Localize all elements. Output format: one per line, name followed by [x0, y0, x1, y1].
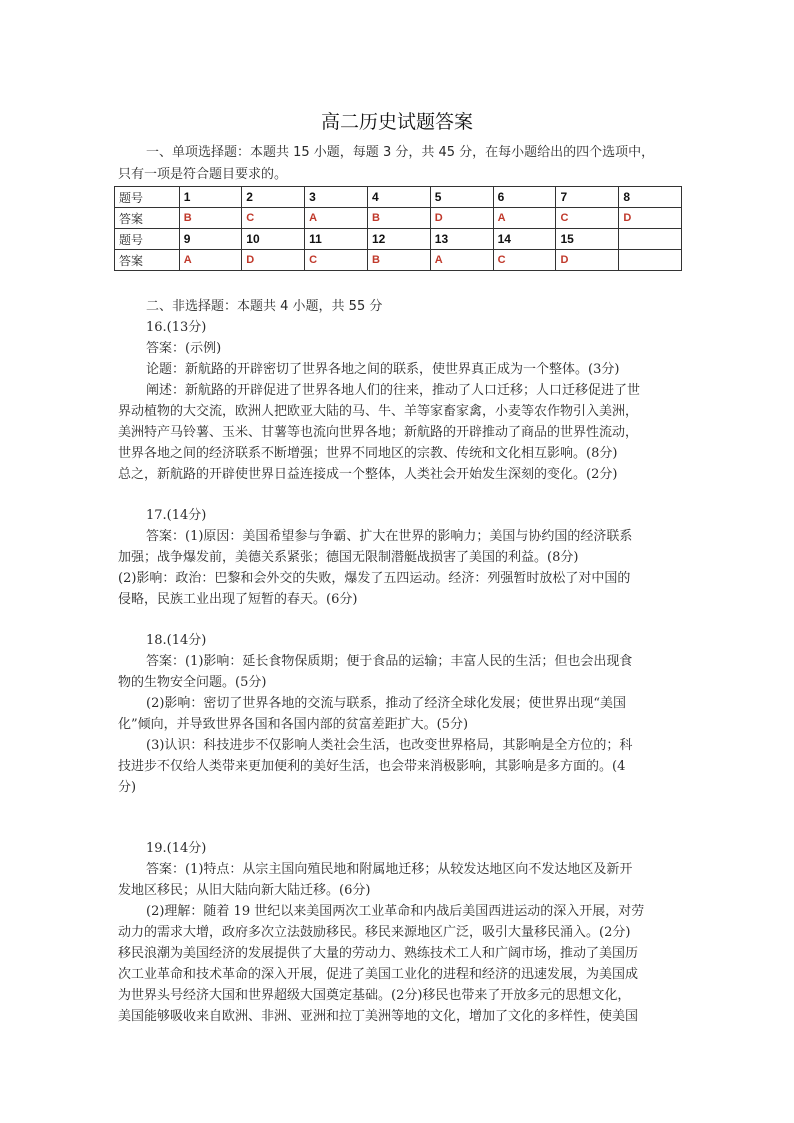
q19-line: 答案：(1)特点：从宗主国向殖民地和附属地迁移；从较发达地区向不发达地区及新开 [146, 862, 633, 877]
row-label-question: 题号 [115, 187, 180, 208]
q18-heading: 18.(14分) [146, 633, 207, 648]
answer-cell: B [367, 208, 430, 229]
answer-cell: A [430, 250, 493, 271]
q19-line: 美国能够吸收来自欧洲、非洲、亚洲和拉丁美洲等地的文化，增加了文化的多样性，使美国 [118, 1009, 639, 1024]
section1-line2: 只有一项是符合题目要求的。 [118, 167, 288, 182]
q19-line: 动力的需求大增，政府多次立法鼓励移民。移民来源地区广泛，吸引大量移民涌入。(2分) [118, 925, 631, 940]
q16-line: 总之，新航路的开辟使世界日益连接成一个整体，人类社会开始发生深刻的变化。(2分) [118, 467, 618, 482]
q16-heading: 16.(13分) [146, 320, 207, 335]
table-row [115, 208, 682, 229]
q19-line: (2)理解：随着 19 世纪以来美国两次工业革命和内战后美国西进运动的深入开展，对劳 [146, 904, 645, 919]
answer-cell: D [430, 208, 493, 229]
answer-cell: D [619, 208, 682, 229]
q16-line: 阐述：新航路的开辟促进了世界各地人们的往来，推动了人口迁移；人口迁移促进了世 [146, 383, 641, 398]
q16-line: 世界各地之间的经济联系不断增强；世界不同地区的宗教、传统和文化相互影响。(8分) [118, 446, 618, 461]
table-cell: 2 [242, 187, 305, 208]
q19-line: 移民浪潮为美国经济的发展提供了大量的劳动力、熟练技术工人和广阔市场，推动了美国历 [118, 946, 639, 961]
q16-line: 论题：新航路的开辟密切了世界各地之间的联系，使世界真正成为一个整体。(3分) [146, 362, 620, 377]
table-cell: 15 [556, 229, 619, 250]
table-cell: 6 [493, 187, 556, 208]
answer-cell: B [179, 208, 242, 229]
table-row [115, 187, 682, 208]
table-row [115, 250, 682, 271]
q17-line: 答案：(1)原因：美国希望参与争霸、扩大在世界的影响力；美国与协约国的经济联系 [146, 529, 633, 544]
table-cell [619, 229, 682, 250]
table-cell: 10 [242, 229, 305, 250]
row-label-answer: 答案 [115, 208, 180, 229]
page-title: 高二历史试题答案 [320, 111, 473, 133]
table-cell: 3 [305, 187, 368, 208]
table-cell: 11 [305, 229, 368, 250]
table-cell: 12 [367, 229, 430, 250]
q18-line: 分) [118, 780, 137, 795]
table-cell: 9 [179, 229, 242, 250]
table-cell: 5 [430, 187, 493, 208]
table-cell: 7 [556, 187, 619, 208]
q18-line: 物的生物安全问题。(5分) [118, 675, 267, 690]
table-cell: 14 [493, 229, 556, 250]
answer-cell: C [305, 250, 368, 271]
answer-cell: C [242, 208, 305, 229]
q18-line: (3)认识：科技进步不仅影响人类社会生活，也改变世界格局，其影响是全方位的；科 [146, 738, 633, 753]
table-row [115, 229, 682, 250]
q17-line: 加强；战争爆发前，美德关系紧张；德国无限制潜艇战损害了美国的利益。(8分) [118, 550, 579, 565]
answer-cell: C [493, 250, 556, 271]
q18-line: 技进步不仅给人类带来更加便利的美好生活，也会带来消极影响，其影响是多方面的。(4 [118, 759, 626, 774]
answer-cell [619, 250, 682, 271]
answer-cell: B [367, 250, 430, 271]
q17-heading: 17.(14分) [146, 508, 207, 523]
q18-line: 化”倾向，并导致世界各国和各国内部的贫富差距扩大。(5分) [118, 717, 469, 732]
q19-line: 发地区移民；从旧大陆向新大陆迁移。(6分) [118, 883, 371, 898]
answer-cell: A [179, 250, 242, 271]
answer-cell: A [305, 208, 368, 229]
q16-line: 美洲特产马铃薯、玉米、甘薯等也流向世界各地；新航路的开辟推动了商品的世界性流动， [118, 425, 639, 440]
answer-cell: D [556, 250, 619, 271]
q17-line: (2)影响：政治：巴黎和会外交的失败，爆发了五四运动。经济：列强暂时放松了对中国的 [118, 571, 631, 586]
row-label-question: 题号 [115, 229, 180, 250]
q16-line: 界动植物的大交流，欧洲人把欧亚大陆的马、牛、羊等家畜家禽，小麦等农作物引入美洲， [118, 404, 639, 419]
q17-line: 侵略，民族工业出现了短暂的春天。(6分) [118, 592, 358, 607]
q18-line: 答案：(1)影响：延长食物保质期；便于食品的运输；丰富人民的生活；但也会出现食 [146, 654, 633, 669]
answer-table [114, 186, 682, 271]
q19-line: 为世界头号经济大国和世界超级大国奠定基础。(2分)移民也带来了开放多元的思想文化， [118, 988, 631, 1003]
section2-heading: 二、非选择题：本题共 4 小题，共 55 分 [146, 299, 383, 314]
q19-line: 次工业革命和技术革命的深入开展，促进了美国工业化的进程和经济的迅速发展，为美国成 [118, 967, 639, 982]
row-label-answer: 答案 [115, 250, 180, 271]
q19-heading: 19.(14分) [146, 841, 207, 856]
q16-line: 答案：(示例) [146, 341, 222, 356]
q18-line: (2)影响：密切了世界各地的交流与联系，推动了经济全球化发展；使世界出现“美国 [146, 696, 627, 711]
table-cell: 4 [367, 187, 430, 208]
table-cell: 8 [619, 187, 682, 208]
answer-cell: A [493, 208, 556, 229]
table-cell: 13 [430, 229, 493, 250]
answer-cell: C [556, 208, 619, 229]
section1-line1: 一、单项选择题：本题共 15 小题，每题 3 分，共 45 分，在每小题给出的四个选项中， [146, 145, 655, 160]
table-cell: 1 [179, 187, 242, 208]
answer-cell: D [242, 250, 305, 271]
